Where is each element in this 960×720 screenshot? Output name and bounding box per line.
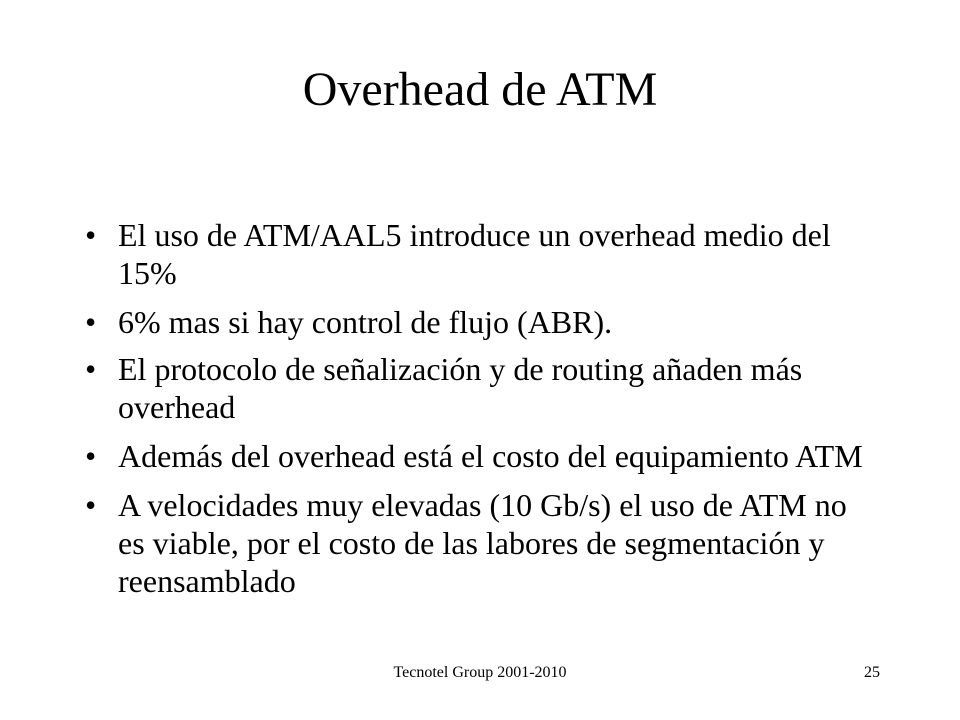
bullet-text: Además del overhead está el costo del equipamiento ATM — [118, 438, 863, 474]
bullet-icon: • — [85, 487, 97, 523]
bullet-item-3 — [85, 350, 875, 426]
bullet-text: A velocidades muy elevadas (10 Gb/s) el uso de ATM no es viable, por el costo de las labores de segmentación y reensamblado — [118, 487, 847, 599]
bullet-item-5 — [85, 486, 875, 600]
page-number: 25 — [864, 664, 880, 681]
bullet-icon: • — [85, 217, 97, 253]
footer-text: Tecnotel Group 2001-2010 — [393, 664, 567, 681]
bullet-text: El protocolo de señalización y de routing añaden más overhead — [118, 351, 803, 425]
bullet-list — [85, 216, 875, 611]
bullet-item-1 — [85, 216, 875, 292]
slide-title: Overhead de ATM — [302, 63, 658, 116]
bullet-item-2 — [85, 303, 875, 341]
bullet-icon: • — [85, 351, 97, 387]
bullet-icon: • — [85, 304, 97, 340]
bullet-icon: • — [85, 438, 97, 474]
bullet-text: 6% mas si hay control de flujo (ABR). — [118, 304, 613, 340]
bullet-text: El uso de ATM/AAL5 introduce un overhead medio del 15% — [118, 217, 831, 291]
bullet-item-4 — [85, 437, 875, 475]
